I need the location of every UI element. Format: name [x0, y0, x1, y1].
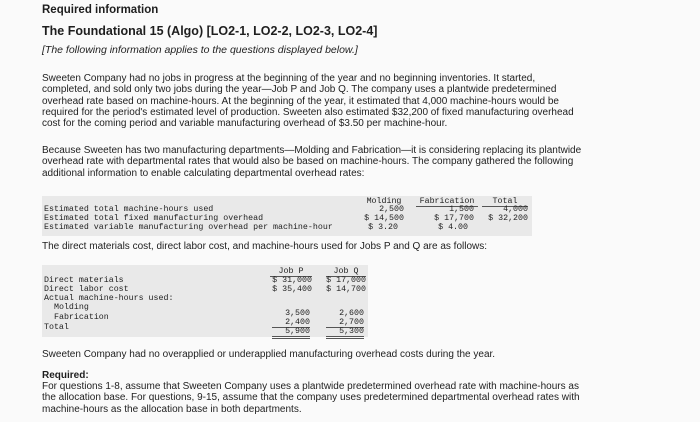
row-label: Fabrication — [54, 313, 109, 322]
required-line: For questions 1-8, assume that Sweeten Company uses a plantwide predetermined overhead rate with machine-hours as — [42, 381, 579, 392]
intro-line: overhead rate based on machine-hours. At the beginning of the year, it estimated that 4,000 machine-hours would be — [42, 95, 559, 107]
cell-fabrication: $ 4.00 — [438, 223, 468, 232]
intro-line: Sweeten Company had no jobs in progress at the beginning of the year and no beginning inventories. It started, — [42, 73, 536, 84]
intro-line: required for the period's estimated level of production. Sweeten also estimated $32,200 of fixed manufacturing overhead — [42, 106, 574, 118]
dept-line: overhead rate with departmental rates that would also be based on machine-hours. The company gathered the following — [42, 156, 574, 168]
required-line: the allocation base. For questions, 9-15, assume that the company uses predetermined departmental overhead rates with — [42, 392, 580, 404]
intro-line: completed, and sold only two jobs during the year—Job P and Job Q. The company uses a plantwide predetermined — [42, 84, 557, 96]
problem-title: The Foundational 15 (Algo) [LO2-1, LO2-2, LO2-3, LO2-4] — [42, 24, 378, 38]
col-header-total: Total — [482, 197, 528, 207]
jobs-intro: The direct materials cost, direct labor cost, and machine-hours used for Jobs P and Q are as follows: — [42, 241, 488, 252]
cell-molding: $ 14,500 — [364, 214, 404, 223]
dept-paragraph — [42, 145, 581, 179]
cell-fabrication: 1,500 — [449, 205, 474, 214]
cell-job-q: 2,700 — [326, 318, 364, 328]
cell-job-p: 2,400 — [272, 318, 310, 328]
dept-line: additional information to enable calculating departmental overhead rates: — [42, 167, 365, 179]
intro-line: cost for the coming period and variable manufacturing overhead of $3.50 per machine-hour. — [42, 118, 448, 130]
col-header-job-p: Job P — [270, 267, 312, 277]
cell-job-p: 3,500 — [285, 309, 310, 318]
cell-job-p: 5,900 — [272, 327, 310, 339]
required-info-heading: Required information — [42, 4, 159, 16]
cell-job-q: $ 17,000 — [326, 276, 366, 285]
row-label: Estimated total fixed manufacturing overhead — [44, 214, 264, 223]
cell-molding: 2,500 — [379, 205, 404, 214]
cell-job-q: 5,300 — [326, 327, 364, 339]
problem-subtitle: [The following information applies to the questions displayed below.] — [42, 44, 358, 56]
no-over-under-statement: Sweeten Company had no overapplied or underapplied manufacturing overhead costs during the year. — [42, 349, 496, 360]
cell-job-q: $ 14,700 — [326, 285, 366, 294]
dept-estimates-table — [42, 196, 532, 236]
cell-fabrication: $ 17,700 — [434, 214, 474, 223]
cell-total: $ 32,200 — [488, 214, 528, 223]
row-label: Total — [44, 323, 69, 332]
cell-job-p: $ 31,000 — [272, 276, 312, 285]
required-line: machine-hours as the allocation base in both departments. — [42, 403, 302, 415]
cell-job-p: $ 35,400 — [272, 285, 312, 294]
job-costs-table — [42, 265, 368, 337]
col-header-fabrication: Fabrication — [416, 197, 478, 207]
intro-paragraph — [42, 73, 574, 129]
col-header-job-q: Job Q — [326, 267, 366, 277]
row-label: Molding — [54, 303, 89, 312]
cell-job-q: 2,600 — [339, 309, 364, 318]
row-label: Estimated variable manufacturing overhead per machine-hour — [44, 223, 333, 232]
row-label: Estimated total machine-hours used — [44, 205, 214, 214]
row-label: Direct labor cost — [44, 285, 129, 294]
dept-line: Because Sweeten has two manufacturing departments—Molding and Fabrication—it is considering replacing its plantwide — [42, 145, 582, 156]
required-paragraph — [42, 381, 580, 415]
row-label: Actual machine-hours used: — [44, 294, 174, 303]
required-heading: Required: — [42, 370, 89, 381]
cell-molding: $ 3.20 — [368, 223, 398, 232]
cell-total: 4,000 — [503, 205, 528, 214]
col-header-molding: Molding — [366, 197, 402, 206]
row-label: Direct materials — [44, 276, 124, 285]
